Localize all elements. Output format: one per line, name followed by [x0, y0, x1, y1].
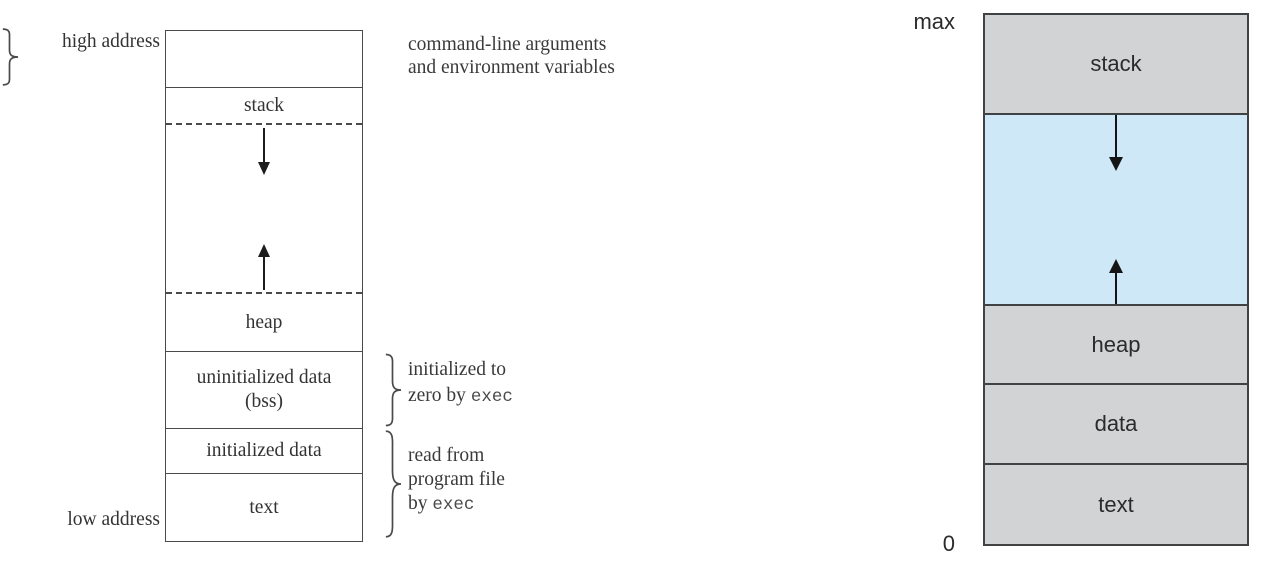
program-file-annotation: [408, 444, 505, 517]
bss-section: [166, 352, 362, 429]
arrow-head: [1109, 157, 1123, 171]
args-annotation-line1: command-line arguments: [408, 34, 607, 55]
program-file-annotation-line3: [408, 492, 505, 517]
text-section: [166, 474, 362, 541]
growth-gap-section: [166, 125, 362, 294]
args-annotation: [408, 33, 615, 79]
bss-annotation-line2-text: zero by: [408, 385, 471, 406]
arrow-head: [258, 244, 270, 257]
bss-section-label-line1: uninitialized data: [196, 367, 332, 388]
text-block: [985, 465, 1247, 544]
process-address-space-box: [165, 30, 363, 542]
args-annotation-line2: and environment variables: [408, 57, 615, 78]
stack-grows-down-arrow-icon: [258, 128, 270, 175]
stack-section: [166, 88, 362, 125]
heap-block: [985, 306, 1247, 385]
low-address-label: low address: [67, 509, 160, 530]
arrow-head: [1109, 259, 1123, 273]
exec-code: exec: [470, 387, 513, 407]
data-block: [985, 385, 1247, 465]
os-address-space-box: [983, 13, 1249, 546]
program-file-annotation-line2: program file: [408, 469, 505, 490]
heap-block-label: heap: [1091, 331, 1141, 357]
bss-section-label-line2: (bss): [245, 391, 283, 412]
bss-curly-brace-icon: [383, 353, 402, 427]
program-file-annotation-line1: read from: [408, 445, 485, 466]
text-block-label: text: [1098, 491, 1134, 517]
heap-section-label: heap: [245, 311, 283, 333]
arrow-shaft: [1115, 273, 1118, 304]
program-file-annotation-line3-text: by: [408, 493, 433, 514]
bss-annotation-line2: [408, 383, 513, 410]
zero-address-label: 0: [942, 531, 955, 556]
arrow-shaft: [263, 257, 265, 290]
growth-region-block: [985, 115, 1247, 306]
args-curly-brace-icon: [0, 28, 19, 86]
bss-annotation-line1: initialized to: [408, 359, 507, 380]
args-env-section: [166, 31, 362, 88]
program-file-curly-brace-icon: [383, 429, 402, 539]
stack-block: [985, 15, 1247, 115]
initialized-data-section-label: initialized data: [206, 440, 322, 461]
stack-grows-down-arrow-icon: [1109, 115, 1123, 171]
exec-code: exec: [432, 495, 475, 515]
arrow-shaft: [1115, 115, 1118, 157]
initialized-data-section: [166, 429, 362, 474]
arrow-shaft: [263, 128, 265, 162]
arrow-head: [258, 162, 270, 175]
data-block-label: data: [1094, 411, 1138, 436]
text-section-label: text: [249, 496, 279, 518]
stack-block-label: stack: [1090, 51, 1142, 76]
bss-annotation: [408, 357, 513, 410]
high-address-label: high address: [61, 31, 160, 52]
heap-grows-up-arrow-icon: [1109, 259, 1123, 304]
heap-section: [166, 294, 362, 352]
heap-grows-up-arrow-icon: [258, 244, 270, 290]
max-address-label: max: [913, 9, 955, 34]
stack-section-label: stack: [243, 94, 285, 116]
